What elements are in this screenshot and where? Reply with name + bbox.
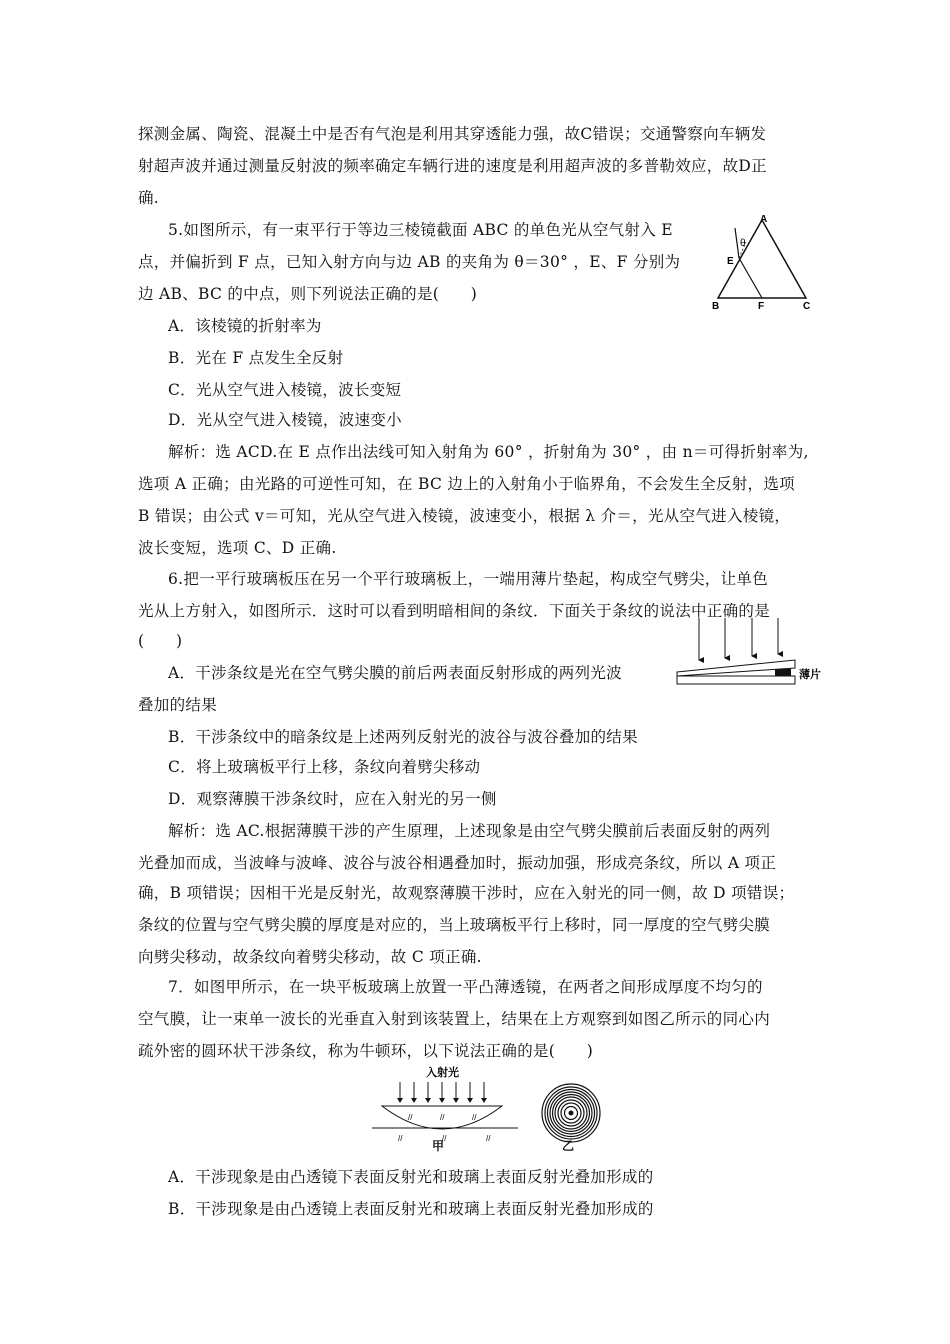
newton-ring-setup-figure xyxy=(368,1066,523,1152)
label-theta: θ xyxy=(740,238,746,249)
text-line-q7A: A．干涉现象是由凸透镜下表面反射光和玻璃上表面反射光叠加形成的 xyxy=(168,1168,654,1186)
label-B: B xyxy=(712,301,720,312)
text-line-q6C: C．将上玻璃板平行上移，条纹向着劈尖移动 xyxy=(168,758,481,776)
text-line-s6e: 向劈尖移动，故条纹向着劈尖移动，故 C 项正确. xyxy=(138,948,482,966)
figure-yi-label: 乙 xyxy=(562,1139,575,1153)
svg-text://: // xyxy=(398,1134,403,1143)
text-line-p1b: 射超声波并通过测量反射波的频率确定车辆行进的速度是利用超声波的多普勒效应，故D正 xyxy=(138,157,767,175)
text-line-s6d: 条纹的位置与空气劈尖膜的厚度是对应的，当上玻璃板平行上移时，同一厚度的空气劈尖膜 xyxy=(138,916,771,934)
svg-text://: // xyxy=(442,1134,447,1143)
text-line-q6A1: A．干涉条纹是光在空气劈尖膜的前后两表面反射形成的两列光波 xyxy=(168,664,622,682)
text-line-q5a: 5.如图所示，有一束平行于等边三棱镜截面 ABC 的单色光从空气射入 E xyxy=(168,221,673,239)
text-line-q6B: B．干涉条纹中的暗条纹是上述两列反射光的波谷与波谷叠加的结果 xyxy=(168,728,638,746)
svg-text://: // xyxy=(440,1113,445,1122)
text-line-s5b: 选项 A 正确；由光路的可逆性可知，在 BC 边上的入射角小于临界角，不会发生全反射，选项 xyxy=(138,475,795,493)
figure-jia-label: 甲 xyxy=(432,1139,445,1153)
text-line-s6b: 光叠加而成，当波峰与波峰、波谷与波谷相遇叠加时，振动加强，形成亮条纹，所以 A 项正 xyxy=(138,854,777,872)
text-line-q6A2: 叠加的结果 xyxy=(138,696,218,714)
prism-figure xyxy=(708,212,818,312)
text-line-q7a: 7．如图甲所示，在一块平板玻璃上放置一平凸薄透镜，在两者之间形成厚度不均匀的 xyxy=(168,978,763,996)
text-line-q6D: D．观察薄膜干涉条纹时，应在入射光的另一侧 xyxy=(168,790,497,808)
svg-text://: // xyxy=(486,1134,491,1143)
text-line-q6b: 光从上方射入，如图所示．这时可以看到明暗相间的条纹．下面关于条纹的说法中正确的是 xyxy=(138,602,771,620)
text-line-q7b: 空气膜，让一束单一波长的光垂直入射到该装置上，结果在上方观察到如图乙所示的同心内 xyxy=(138,1010,771,1028)
text-line-s5c: B 错误；由公式 v＝可知，光从空气进入棱镜，波速变小，根据 λ 介＝，光从空气进入棱镜， xyxy=(138,507,791,525)
text-line-q5B: B．光在 F 点发生全反射 xyxy=(168,349,344,367)
text-line-q5c: 边 AB、BC 的中点，则下列说法正确的是( ) xyxy=(138,285,478,303)
text-line-s6a: 解析：选 AC.根据薄膜干涉的产生原理，上述现象是由空气劈尖膜前后表面反射的两列 xyxy=(168,822,771,840)
label-F: F xyxy=(758,301,765,312)
text-line-q7B: B．干涉现象是由凸透镜上表面反射光和玻璃上表面反射光叠加形成的 xyxy=(168,1200,654,1218)
text-line-q5C: C．光从空气进入棱镜，波长变短 xyxy=(168,381,402,399)
label-E: E xyxy=(727,256,734,267)
text-line-q6c: ( ) xyxy=(138,632,183,650)
newton-rings-figure xyxy=(540,1082,602,1144)
svg-text://: // xyxy=(408,1113,413,1122)
shim-label: 薄片 xyxy=(799,669,821,681)
text-line-s5a: 解析：选 ACD.在 E 点作出法线可知入射角为 60° ，折射角为 30° ，由 n＝可得折射率为, xyxy=(168,443,809,461)
text-line-q5A: A．该棱镜的折射率为 xyxy=(168,317,322,335)
text-line-p1a: 探测金属、陶瓷、混凝土中是否有气泡是利用其穿透能力强，故C错误；交通警察向车辆发 xyxy=(138,125,767,143)
text-line-q7c: 疏外密的圆环状干涉条纹，称为牛顿环，以下说法正确的是( ) xyxy=(138,1042,594,1060)
label-A: A xyxy=(760,214,768,225)
text-line-q5b: 点，并偏折到 F 点，已知入射方向与边 AB 的夹角为 θ＝30° ，E、F 分别为 xyxy=(138,253,681,271)
text-line-p1c: 确. xyxy=(138,189,160,207)
text-line-q5D: D．光从空气进入棱镜，波速变小 xyxy=(168,411,402,429)
text-line-s6c: 确，B 项错误；因相干光是反射光，故观察薄膜干涉时，应在入射光的同一侧，故 D 项错误； xyxy=(138,884,795,902)
label-C: C xyxy=(803,301,811,312)
text-line-q6a: 6.把一平行玻璃板压在另一个平行玻璃板上，一端用薄片垫起，构成空气劈尖，让单色 xyxy=(168,570,768,588)
text-line-s5d: 波长变短，选项 C、D 正确. xyxy=(138,539,337,557)
incident-light-label: 入射光 xyxy=(426,1067,459,1079)
svg-text://: // xyxy=(472,1113,477,1122)
air-wedge-figure xyxy=(675,610,835,690)
